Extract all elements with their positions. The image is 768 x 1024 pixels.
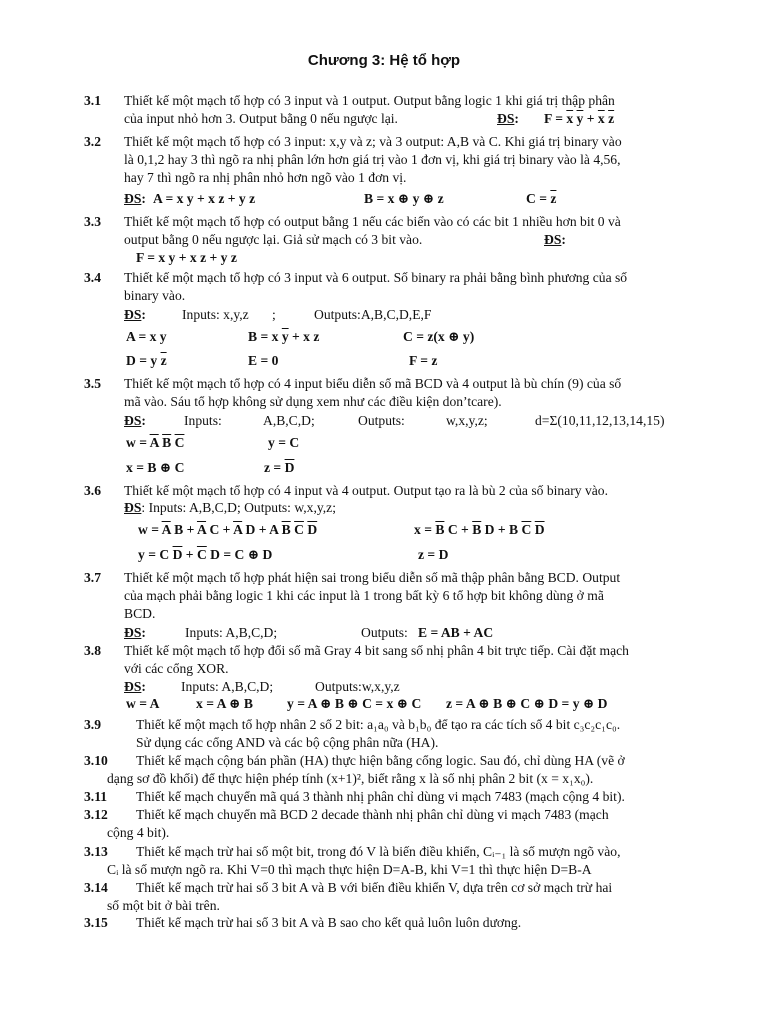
problem-text: binary vào.: [124, 288, 186, 303]
answer-formula: $z = \overline{D}$: [264, 460, 295, 475]
inputs-label: Inputs:: [184, 413, 222, 428]
problem-text: Thiết kế mạch chuyển mã quá 3 thành nhị phân chỉ dùng vi mạch 7483 (mạch cộng 4 bit).: [136, 789, 625, 804]
dont-care-set: d=Σ(10,11,12,13,14,15): [535, 413, 665, 428]
answer-formula: D = y $\overline{z}$: [126, 353, 167, 368]
problem-number: 3.8: [84, 643, 101, 658]
problem-number: 3.4: [84, 270, 101, 285]
outputs-text: Outputs:w,x,y,z: [315, 679, 400, 694]
problem-text: Cᵢ là số mượn ngõ ra. Khi V=0 thì mạch thực hiện D=A-B, khi V=1 thì thực hiện D=B-A: [107, 862, 592, 877]
inputs-text: Inputs: A,B,C,D;: [181, 679, 274, 694]
problem-text: Thiết kế một mạch tổ hợp có 3 input và 6 output. Số binary ra phải bằng bình phương của số: [124, 270, 628, 285]
problem-text: Thiết kế một mạch tổ hợp có 3 input: x,y và z; và 3 output: A,B và C. Khi giá trị binary vào: [124, 134, 622, 149]
answer-formula: E = AB + AC: [418, 625, 494, 640]
answer-io: ĐS: Inputs: A,B,C,D; Outputs: w,x,y,z;: [124, 500, 336, 515]
answer-formula: $w = \overline{A}$ $\overline{B}$ $\overline{C}$: [126, 435, 185, 450]
answer-formula: F = x y + x z + y z: [136, 250, 237, 265]
problem-text: của input nhỏ hơn 3. Output bằng 0 nếu ngược lại.: [124, 111, 398, 126]
page-title: Chương 3: Hệ tổ hợp: [307, 52, 461, 69]
problem-number: 3.9: [84, 717, 101, 732]
problem-number: 3.12: [84, 807, 108, 822]
answer-formula: F = z: [409, 353, 438, 368]
problem-text: Thiết kế mạch trừ hai số một bit, trong đó V là biến điều khiển, Cᵢ₋₁ là số mượn ngõ vào,: [136, 844, 621, 859]
problem-number: 3.2: [84, 134, 101, 149]
answer-formula: A = x y + x z + y z: [153, 191, 256, 206]
answer-label: ĐS:: [124, 679, 146, 694]
problem-text: hay 7 thì ngõ ra nhị phân nhỏ hơn ngõ vào 1 đơn vị.: [124, 170, 407, 185]
problem-text: mã vào. Sáu tổ hợp không sử dụng xem như các điều kiện don’tcare).: [124, 394, 502, 409]
answer-formula: B = x $\overline{y} + x$ z: [248, 329, 320, 344]
problem-number: 3.15: [84, 915, 108, 930]
answer-label: ĐS:: [124, 413, 146, 428]
problem-number: 3.5: [84, 376, 101, 391]
answer-formula: E = 0: [248, 353, 279, 368]
problem-text: Thiết kế mạch trừ hai số 3 bit A và B sao cho kết quả luôn luôn dương.: [136, 915, 522, 930]
inputs-text: Inputs: x,y,z: [182, 307, 249, 322]
problem-number: 3.6: [84, 483, 101, 498]
problem-text: Thiết kế một mạch tổ hợp đổi số mã Gray 4 bit sang số nhị phân 4 bit trực tiếp. Cài đặt mạch: [124, 643, 629, 658]
problem-number: 3.11: [84, 789, 108, 804]
answer-label: ĐS:: [544, 232, 566, 247]
answer-formula: x = A ⊕ B: [196, 696, 253, 711]
inputs-text: Inputs: A,B,C,D;: [185, 625, 278, 640]
answer-formula: B = x ⊕ y ⊕ z: [364, 191, 444, 206]
problem-text: số một bit ở bài trên.: [107, 898, 220, 913]
answer-formula: x = B ⊕ C: [126, 460, 185, 475]
problem-number: 3.13: [84, 844, 108, 859]
problem-text: output bằng 0 nếu ngược lại. Giả sử mạch có 3 bit vào.: [124, 232, 423, 247]
answer-formula: z = A ⊕ B ⊕ C ⊕ D = y ⊕ D: [446, 696, 608, 711]
problem-text: với các cổng XOR.: [124, 661, 229, 676]
problem-number: 3.14: [84, 880, 108, 895]
problem-number: 3.10: [84, 753, 108, 768]
answer-formula: w = A: [126, 696, 160, 711]
answer-formula: $C = \overline{z}$: [526, 191, 557, 206]
answer-formula: $x = \overline{B}$ $C + \overline{B}$ D + B $\overline{C}$ $\overline{D}$: [414, 522, 545, 537]
inputs-values: A,B,C,D;: [263, 413, 315, 428]
problem-number: 3.7: [84, 570, 101, 585]
problem-text: Thiết kế mạch chuyển mã BCD 2 decade thành nhị phân chỉ dùng vi mạch 7483 (mạch: [136, 807, 609, 822]
answer-formula: y = C: [268, 435, 300, 450]
problem-text: dạng sơ đồ khối) để thực hiện phép tính (x+1)², biết rằng x là số nhị phân 2 bit (x = x₁x₀).: [107, 771, 594, 786]
problem-text: của mạch phải bằng logic 1 khi các input là 1 trong bất kỳ 6 tổ hợp bit không dùng ở mã: [124, 588, 604, 603]
problem-text: BCD.: [124, 606, 156, 621]
outputs-values: w,x,y,z;: [446, 413, 488, 428]
answer-formula: C = z(x ⊕ y): [403, 329, 475, 344]
answer-label: ĐS:: [497, 111, 519, 126]
answer-formula: A = x y: [126, 329, 167, 344]
problem-text: Thiết kế một mạch tổ hợp có 3 input và 1 output. Output bằng logic 1 khi giá trị thập phân: [124, 93, 615, 108]
outputs-text: Outputs:A,B,C,D,E,F: [314, 307, 432, 322]
problem-text: cộng 4 bit).: [107, 825, 170, 840]
answer-formula: y = A ⊕ B ⊕ C = x ⊕ C: [287, 696, 422, 711]
problem-text: Thiết kế một mạch tổ hợp có 4 input và 4 output. Output tạo ra là bù 2 của số binary vào.: [124, 483, 608, 498]
problem-text: Thiết kế một mạch tổ hợp có output bằng 1 nếu các biến vào có các bit 1 nhiều hơn bit 0 và: [124, 214, 621, 229]
answer-formula: $w = \overline{A}$ $B + \overline{A}$ $C + \overline{A}$ D + A $\overline{B}$ $\overline{C}$ $\overline{D}$: [138, 522, 318, 537]
problem-text: Thiết kế mạch cộng bán phần (HA) thực hiện bằng cổng logic. Sau đó, chỉ dùng HA (vẽ ở: [136, 753, 625, 768]
problem-text: Thiết kế một mạch tổ hợp có 4 input biểu diễn số mã BCD và 4 output là bù chín (9) của số: [124, 376, 622, 391]
answer-formula: z = D: [418, 547, 449, 562]
answer-label: ĐS:: [124, 191, 146, 206]
problem-text: là 0,1,2 hay 3 thì ngõ ra nhị phân lớn hơn giá trị vào 1 đơn vị, khi giá trị binary vào là 4,56,: [124, 152, 621, 167]
answer-formula: $F = \overline{x}$ $\overline{y} + \overline{x}$ $\overline{z}$: [544, 111, 615, 126]
answer-formula: y = C $\overline{D} + \overline{C}$ D = C ⊕ D: [138, 547, 273, 562]
problem-number: 3.1: [84, 93, 101, 108]
problem-text: Thiết kế một mạch tổ hợp nhân 2 số 2 bit: a₁a₀ và b₁b₀ để tạo ra các tích số 4 bit c₃c₂c₁c₀.: [136, 717, 621, 732]
answer-label: ĐS:: [124, 625, 146, 640]
problem-text: Sử dụng các cổng AND và các bộ cộng phân nữa (HA).: [136, 735, 439, 750]
outputs-label: Outputs:: [358, 413, 405, 428]
answer-label: ĐS:: [124, 307, 146, 322]
problem-text: Thiết kế một mạch tổ hợp phát hiện sai trong biểu diễn số mã thập phân bằng BCD. Output: [124, 570, 621, 585]
problem-number: 3.3: [84, 214, 101, 229]
problem-text: Thiết kế mạch trừ hai số 3 bit A và B với biến điều khiển V, dựa trên cơ sở mạch trừ hai: [136, 880, 613, 895]
outputs-text: Outputs:: [361, 625, 408, 640]
separator: ;: [272, 307, 276, 322]
